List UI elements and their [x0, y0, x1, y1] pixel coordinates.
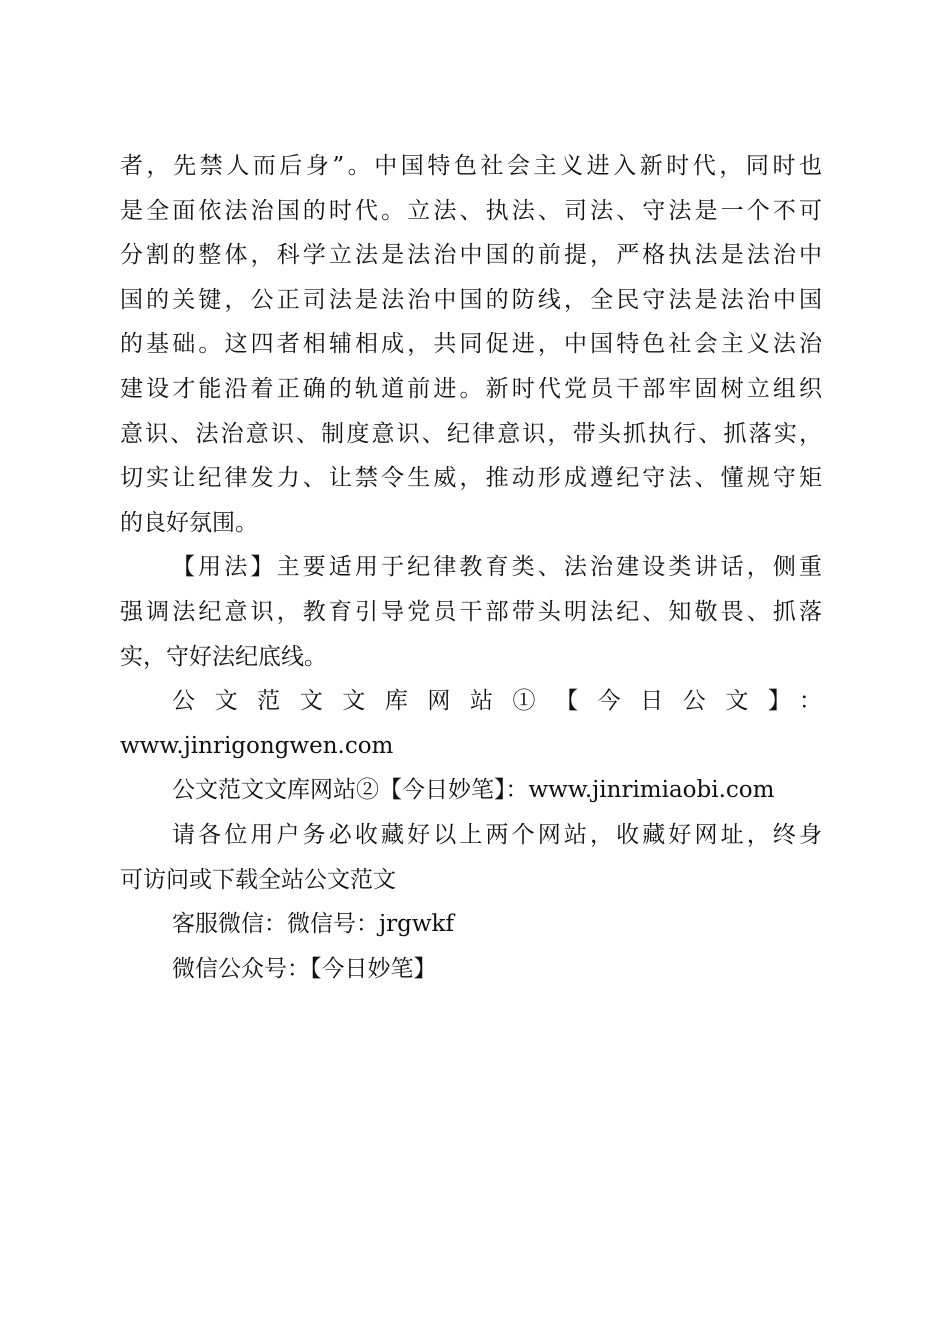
- text-line: 强调法纪意识，教育引导党员干部带头明法纪、知敬畏、抓落: [120, 598, 822, 625]
- text-line: 意识、法治意识、制度意识、纪律意识，带头抓执行、抓落实，: [120, 420, 822, 447]
- customer-service: [120, 902, 822, 991]
- usage-paragraph: [120, 545, 822, 679]
- text-line: 的良好氛围。: [120, 509, 258, 536]
- text-line: 【用法】主要适用于纪律教育类、法治建设类讲话，侧重: [172, 554, 822, 581]
- text-line: 的基础。这四者相辅相成，共同促进，中国特色社会主义法治: [120, 331, 822, 358]
- website-1-url[interactable]: www.jinrigongwen.com: [120, 732, 394, 759]
- text-line: 分割的整体，科学立法是法治中国的前提，严格执法是法治中: [120, 242, 822, 269]
- text-line: 国的关键，公正司法是法治中国的防线，全民守法是法治中国: [120, 286, 822, 313]
- service-official-account: 微信公众号：【今日妙笔】: [172, 955, 437, 982]
- body-paragraph: [120, 144, 822, 545]
- text-line: 请各位用户务必收藏好以上两个网站，收藏好网址，终身: [172, 821, 822, 848]
- text-line: 是全面依法治国的时代。立法、执法、司法、守法是一个不可: [120, 197, 822, 224]
- text-line: 切实让纪律发力、让禁令生威，推动形成遵纪守法、懂规守矩: [120, 465, 822, 492]
- website-1-title: 公文范文文库网站①【今日公文】：: [172, 688, 822, 715]
- website-2-line[interactable]: 公文范文文库网站②【今日妙笔】：www.jinrimiaobi.com: [172, 777, 775, 804]
- text-line: 可访问或下载全站公文范文: [120, 866, 396, 893]
- text-line: 建设才能沿着正确的轨道前进。新时代党员干部牢固树立组织: [120, 375, 822, 402]
- bookmark-notice: [120, 813, 822, 902]
- website-1: [120, 679, 822, 768]
- document-body: [120, 144, 822, 991]
- service-wechat: 客服微信：微信号：jrgwkf: [172, 911, 454, 938]
- website-2: [120, 768, 822, 813]
- text-line: 实，守好法纪底线。: [120, 643, 327, 670]
- text-line: 者，先禁人而后身”。中国特色社会主义进入新时代，同时也: [120, 153, 822, 179]
